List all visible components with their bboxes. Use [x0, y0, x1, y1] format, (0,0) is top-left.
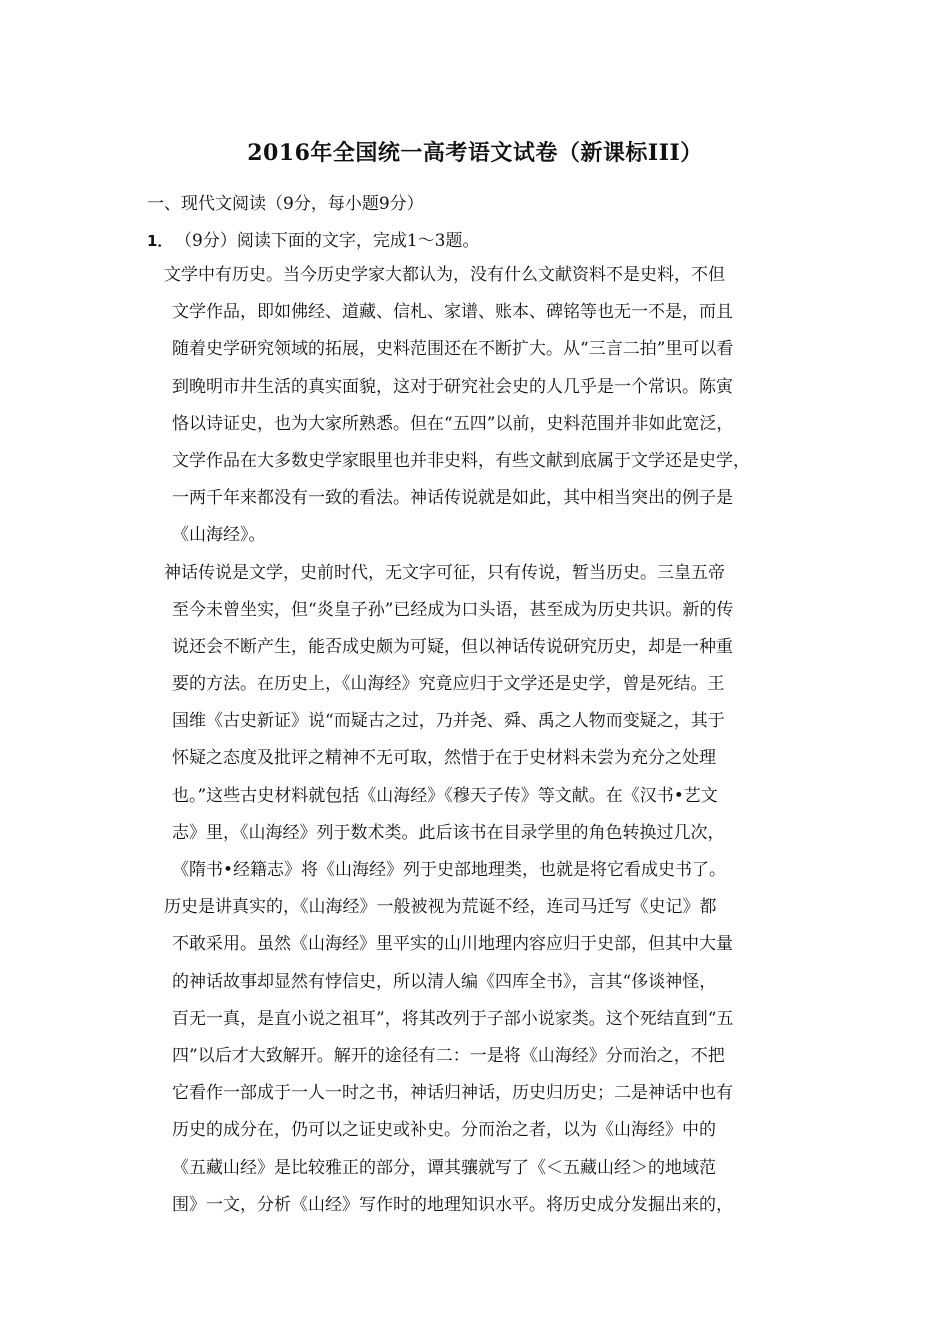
question-number: 1．	[147, 232, 173, 250]
paragraph-line: 国维《古史新证》说“而疑古之过，乃并尧、舜、禹之人物而变疑之，其于	[172, 711, 725, 732]
paragraph-line: 随着史学研究领域的拓展，史料范围还在不断扩大。从“三言二拍”里可以看	[172, 339, 734, 360]
paragraph-line: 的神话故事却显然有悖信史，所以清人编《四库全书》，言其“侈谈神怪，	[172, 971, 717, 992]
passage-paragraph-2	[164, 558, 824, 893]
paragraph-line: 围》一文，分析《山经》写作时的地理知识水平。将历史成分发掘出来的，	[172, 1194, 733, 1215]
paragraph-line: 也。”这些古史材料就包括《山海经》《穆天子传》等文献。在《汉书•艺文	[172, 785, 718, 806]
paragraph-line: 四”以后才大致解开。解开的途径有二：一是将《山海经》分而治之，不把	[172, 1045, 725, 1066]
paragraph-line: 文学作品，即如佛经、道藏、信札、家谱、账本、碑铭等也无一不是，而且	[172, 302, 733, 323]
paragraph-line: 百无一真，是直小说之祖耳”，将其改列于子部小说家类。这个死结直到“五	[172, 1008, 734, 1029]
passage-paragraph-1	[164, 260, 824, 558]
paragraph-line: 要的方法。在历史上，《山海经》究竟应归于文学还是史学，曾是死结。王	[172, 674, 725, 695]
reading-passage	[164, 260, 824, 1227]
paragraph-line: 怀疑之态度及批评之精神不无可取，然惜于在于史材料未尝为充分之处理	[172, 748, 716, 769]
paragraph-line: 文学中有历史。当今历史学家大都认为，没有什么文献资料不是史料，不但	[164, 265, 725, 285]
section-heading: 一、现代文阅读（9分，每小题9分）	[147, 194, 424, 214]
paragraph-line: 恪以诗证史，也为大家所熟悉。但在“五四”以前，史料范围并非如此宽泛，	[172, 413, 734, 434]
passage-paragraph-3	[164, 892, 824, 1227]
paragraph-line: 历史是讲真实的，《山海经》一般被视为荒诞不经，连司马迁写《史记》都	[164, 897, 717, 918]
exam-title: 2016年全国统一高考语文试卷（新课标III）	[247, 140, 703, 166]
paragraph-line: 《五藏山经》是比较雅正的部分，谭其骧就写了《＜五藏山经＞的地域范	[172, 1157, 716, 1178]
paragraph-line: 至今未曾坐实，但“炎皇子孙”已经成为口头语，甚至成为历史共识。新的传	[172, 599, 734, 620]
paragraph-line: 神话传说是文学，史前时代，无文字可征，只有传说，暂当历史。三皇五帝	[164, 562, 725, 583]
paragraph-line: 《山海经》。	[172, 525, 266, 546]
question-text: （9分）阅读下面的文字，完成1～3题。	[175, 231, 480, 251]
paragraph-line: 《隋书•经籍志》将《山海经》列于史部地理类，也就是将它看成史书了。	[172, 860, 727, 880]
paragraph-line: 历史的成分在，仍可以之证史或补史。分而治之者，以为《山海经》中的	[172, 1120, 716, 1141]
paragraph-line: 说还会不断产生，能否成史颇为可疑，但以神话传说研究历史，却是一种重	[172, 636, 733, 657]
paragraph-line: 到晚明市井生活的真实面貌，这对于研究社会史的人几乎是一个常识。陈寅	[172, 376, 733, 397]
paragraph-line: 文学作品在大多数史学家眼里也并非史料，有些文献到底属于文学还是史学，	[172, 450, 750, 471]
paragraph-line: 一两千年来都没有一致的看法。神话传说就是如此，其中相当突出的例子是	[172, 488, 733, 509]
question-prompt	[147, 226, 479, 251]
paragraph-line: 不敢采用。虽然《山海经》里平实的山川地理内容应归于史部，但其中大量	[172, 934, 733, 955]
paragraph-line: 志》里，《山海经》列于数术类。此后该书在目录学里的角色转换过几次，	[172, 822, 725, 843]
paragraph-line: 它看作一部成于一人一时之书，神话归神话，历史归历史；二是神话中也有	[172, 1083, 733, 1104]
